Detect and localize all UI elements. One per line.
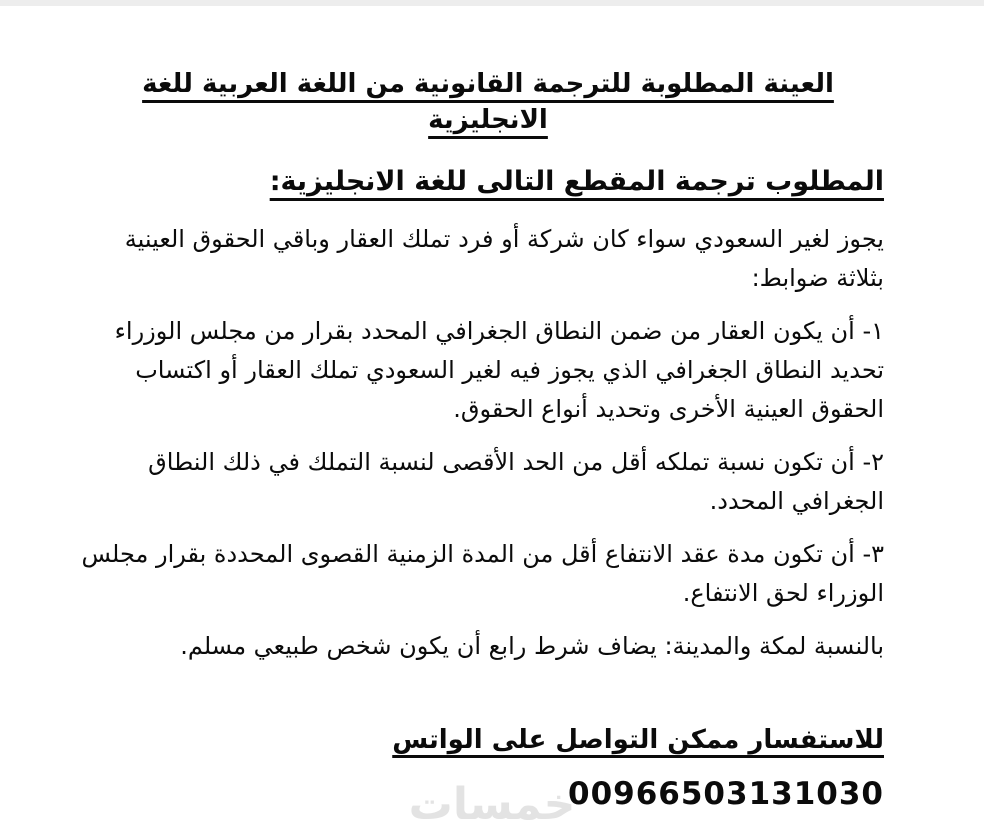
- document-title: العينة المطلوبة للترجمة القانونية من اللغة العربية للغة الانجليزية: [142, 69, 834, 135]
- text-line: ٢- أن تكون نسبة تملكه أقل من الحد الأقصى لنسبة التملك في ذلك النطاق: [148, 448, 884, 476]
- khamsat-watermark: خمسات: [408, 779, 576, 830]
- text-line: يجوز لغير السعودي سواء كان شركة أو فرد تملك العقار وباقي الحقوق العينية: [124, 225, 884, 253]
- mecca-medina-note: [92, 627, 884, 666]
- text-line: الجغرافي المحدد.: [709, 487, 884, 515]
- text-line: بالنسبة لمكة والمدينة: يضاف شرط رابع أن يكون شخص طبيعي مسلم.: [180, 632, 884, 660]
- intro-paragraph: [92, 220, 884, 298]
- top-edge-strip: [0, 0, 984, 6]
- text-line: ٣- أن تكون مدة عقد الانتفاع أقل من المدة الزمنية القصوى المحددة بقرار مجلس: [81, 540, 884, 568]
- text-line: بثلاثة ضوابط:: [751, 264, 884, 292]
- whatsapp-phone-number: 00966503131030: [568, 776, 884, 812]
- text-line: ١- أن يكون العقار من ضمن النطاق الجغرافي المحدد بقرار من مجلس الوزراء: [114, 317, 884, 345]
- text-line: الوزراء لحق الانتفاع.: [682, 579, 884, 607]
- condition-1-paragraph: [92, 312, 884, 429]
- text-line: تحديد النطاق الجغرافي الذي يجوز فيه لغير السعودي تملك العقار أو اكتساب: [135, 356, 884, 384]
- condition-3-paragraph: [81, 535, 884, 613]
- contact-heading: للاستفسار ممكن التواصل على الواتس: [392, 725, 884, 755]
- text-line: الحقوق العينية الأخرى وتحديد أنواع الحقوق.: [453, 395, 884, 423]
- condition-2-paragraph: [92, 443, 884, 521]
- section-heading: المطلوب ترجمة المقطع التالى للغة الانجليزية:: [269, 166, 884, 197]
